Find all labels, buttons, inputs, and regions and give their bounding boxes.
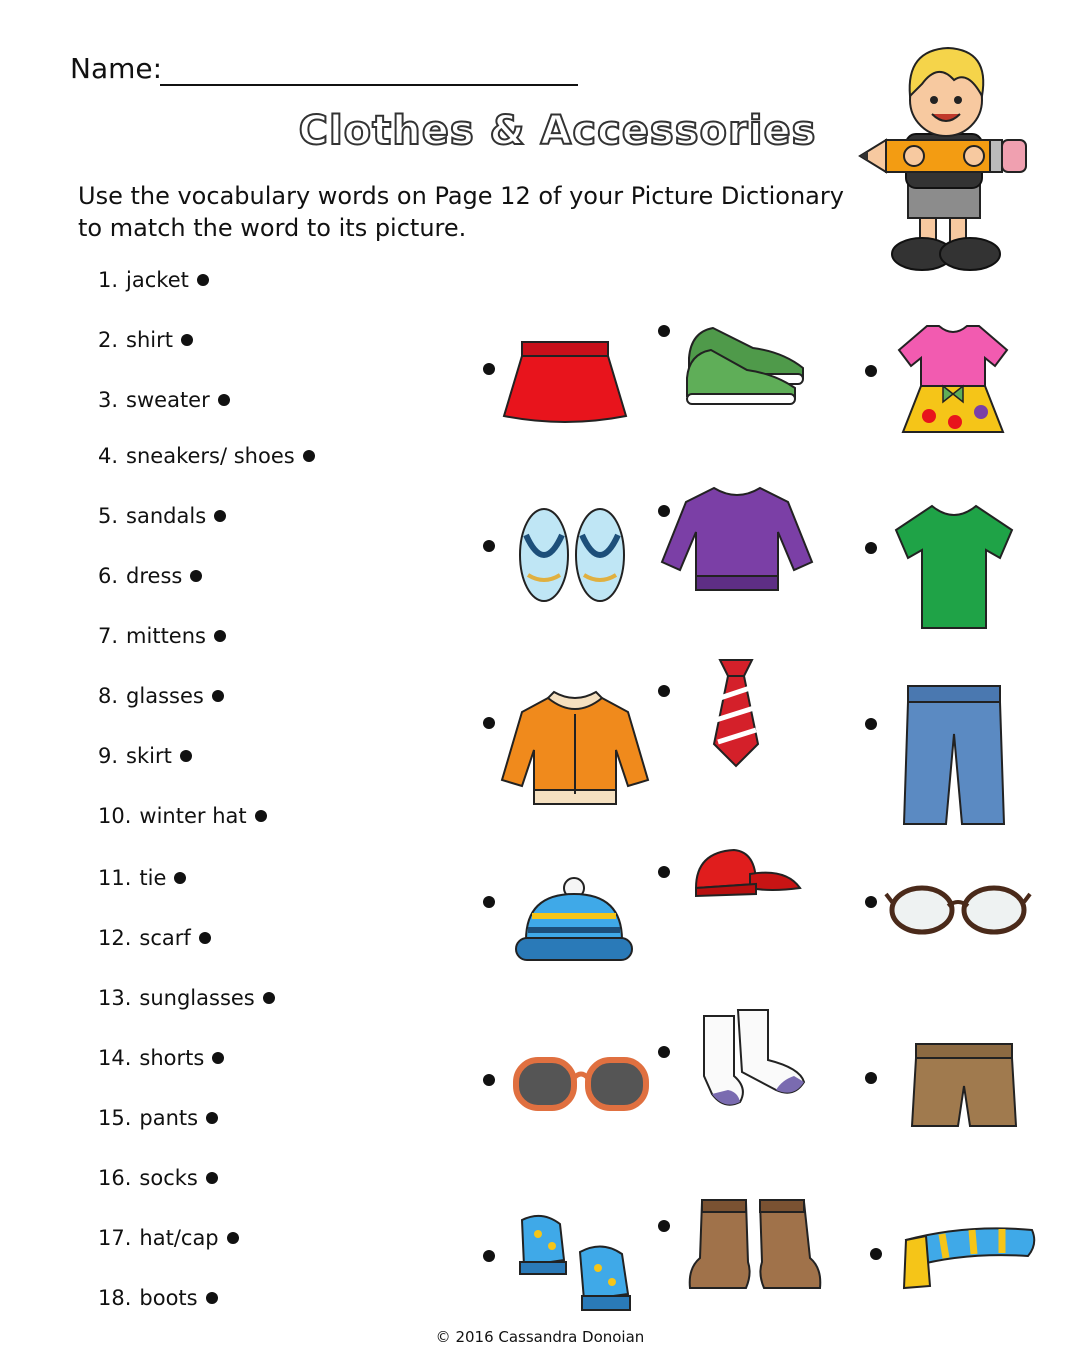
word-number: 13.: [98, 986, 132, 1010]
match-dot[interactable]: [218, 394, 230, 406]
match-dot[interactable]: [483, 540, 495, 552]
glasses-icon: [884, 882, 1032, 938]
word-text: skirt: [126, 744, 172, 768]
word-number: 17.: [98, 1226, 132, 1250]
match-dot[interactable]: [483, 1074, 495, 1086]
word-item: [98, 444, 315, 468]
word-item: [98, 1106, 218, 1130]
word-number: 4.: [98, 444, 119, 468]
word-number: 12.: [98, 926, 132, 950]
instructions: [78, 180, 844, 244]
sneakers-icon: [683, 318, 811, 410]
page-title: Clothes & Accessories: [298, 108, 817, 154]
word-text: dress: [126, 564, 183, 588]
word-number: 10.: [98, 804, 132, 828]
word-number: 15.: [98, 1106, 132, 1130]
match-dot[interactable]: [181, 334, 193, 346]
word-number: 5.: [98, 504, 119, 528]
socks-icon: [698, 1006, 810, 1110]
word-item: [98, 1166, 218, 1190]
word-text: socks: [139, 1166, 198, 1190]
match-dot[interactable]: [483, 1250, 495, 1262]
word-number: 7.: [98, 624, 119, 648]
word-number: 18.: [98, 1286, 132, 1310]
match-dot[interactable]: [865, 718, 877, 730]
sunglasses-icon: [512, 1054, 650, 1114]
name-blank-line[interactable]: [160, 84, 578, 86]
word-text: mittens: [126, 624, 206, 648]
tie-icon: [710, 658, 762, 770]
word-text: glasses: [126, 684, 204, 708]
match-dot[interactable]: [190, 570, 202, 582]
match-dot[interactable]: [206, 1172, 218, 1184]
boy-with-pencil-icon: [858, 40, 1038, 276]
mittens-icon: [512, 1210, 638, 1316]
match-dot[interactable]: [212, 690, 224, 702]
boots-icon: [686, 1196, 824, 1296]
word-item: [98, 684, 224, 708]
match-dot[interactable]: [303, 450, 315, 462]
word-item: [98, 388, 230, 412]
word-item: [98, 1046, 224, 1070]
word-text: pants: [139, 1106, 199, 1130]
match-dot[interactable]: [199, 932, 211, 944]
match-dot[interactable]: [865, 365, 877, 377]
shirt-icon: [890, 500, 1018, 632]
instructions-line-2: to match the word to its picture.: [78, 214, 467, 242]
match-dot[interactable]: [483, 717, 495, 729]
match-dot[interactable]: [658, 325, 670, 337]
name-label: Name:: [70, 52, 163, 85]
word-item: [98, 926, 211, 950]
match-dot[interactable]: [483, 363, 495, 375]
match-dot[interactable]: [658, 685, 670, 697]
match-dot[interactable]: [180, 750, 192, 762]
word-text: hat/cap: [139, 1226, 219, 1250]
match-dot[interactable]: [212, 1052, 224, 1064]
match-dot[interactable]: [483, 896, 495, 908]
match-dot[interactable]: [870, 1248, 882, 1260]
word-text: shirt: [126, 328, 173, 352]
match-dot[interactable]: [197, 274, 209, 286]
word-item: [98, 804, 267, 828]
word-text: boots: [139, 1286, 198, 1310]
match-dot[interactable]: [214, 510, 226, 522]
word-text: winter hat: [139, 804, 247, 828]
sweater-icon: [658, 482, 816, 594]
word-number: 3.: [98, 388, 119, 412]
match-dot[interactable]: [658, 866, 670, 878]
match-dot[interactable]: [255, 810, 267, 822]
word-text: sneakers/ shoes: [126, 444, 295, 468]
match-dot[interactable]: [865, 542, 877, 554]
shorts-icon: [908, 1042, 1020, 1130]
word-item: [98, 504, 226, 528]
word-text: tie: [139, 866, 167, 890]
copyright: © 2016 Cassandra Donoian: [435, 1328, 645, 1346]
match-dot[interactable]: [206, 1292, 218, 1304]
word-number: 14.: [98, 1046, 132, 1070]
match-dot[interactable]: [865, 1072, 877, 1084]
skirt-icon: [500, 338, 630, 424]
winter-hat-icon: [512, 876, 636, 966]
word-number: 2.: [98, 328, 119, 352]
word-text: sunglasses: [139, 986, 255, 1010]
word-number: 8.: [98, 684, 119, 708]
match-dot[interactable]: [658, 1220, 670, 1232]
match-dot[interactable]: [658, 1046, 670, 1058]
word-item: [98, 564, 202, 588]
match-dot[interactable]: [206, 1112, 218, 1124]
match-dot[interactable]: [227, 1232, 239, 1244]
jacket-icon: [498, 690, 652, 808]
word-item: [98, 744, 192, 768]
scarf-icon: [896, 1216, 1038, 1290]
word-item: [98, 268, 209, 292]
word-number: 6.: [98, 564, 119, 588]
word-text: scarf: [139, 926, 191, 950]
word-item: [98, 986, 275, 1010]
word-item: [98, 1226, 239, 1250]
word-number: 11.: [98, 866, 132, 890]
match-dot[interactable]: [174, 872, 186, 884]
match-dot[interactable]: [263, 992, 275, 1004]
match-dot[interactable]: [865, 896, 877, 908]
word-item: [98, 866, 186, 890]
instructions-line-1: Use the vocabulary words on Page 12 of your Picture Dictionary: [78, 182, 844, 210]
word-item: [98, 1286, 218, 1310]
word-item: [98, 624, 226, 648]
match-dot[interactable]: [214, 630, 226, 642]
word-text: sweater: [126, 388, 210, 412]
word-text: jacket: [126, 268, 189, 292]
word-text: sandals: [126, 504, 207, 528]
pants-icon: [900, 684, 1008, 828]
word-item: [98, 328, 193, 352]
word-number: 1.: [98, 268, 119, 292]
dress-icon: [893, 320, 1013, 440]
word-text: shorts: [139, 1046, 205, 1070]
word-number: 16.: [98, 1166, 132, 1190]
sandals-icon: [514, 505, 630, 605]
cap-icon: [690, 844, 802, 904]
word-number: 9.: [98, 744, 119, 768]
